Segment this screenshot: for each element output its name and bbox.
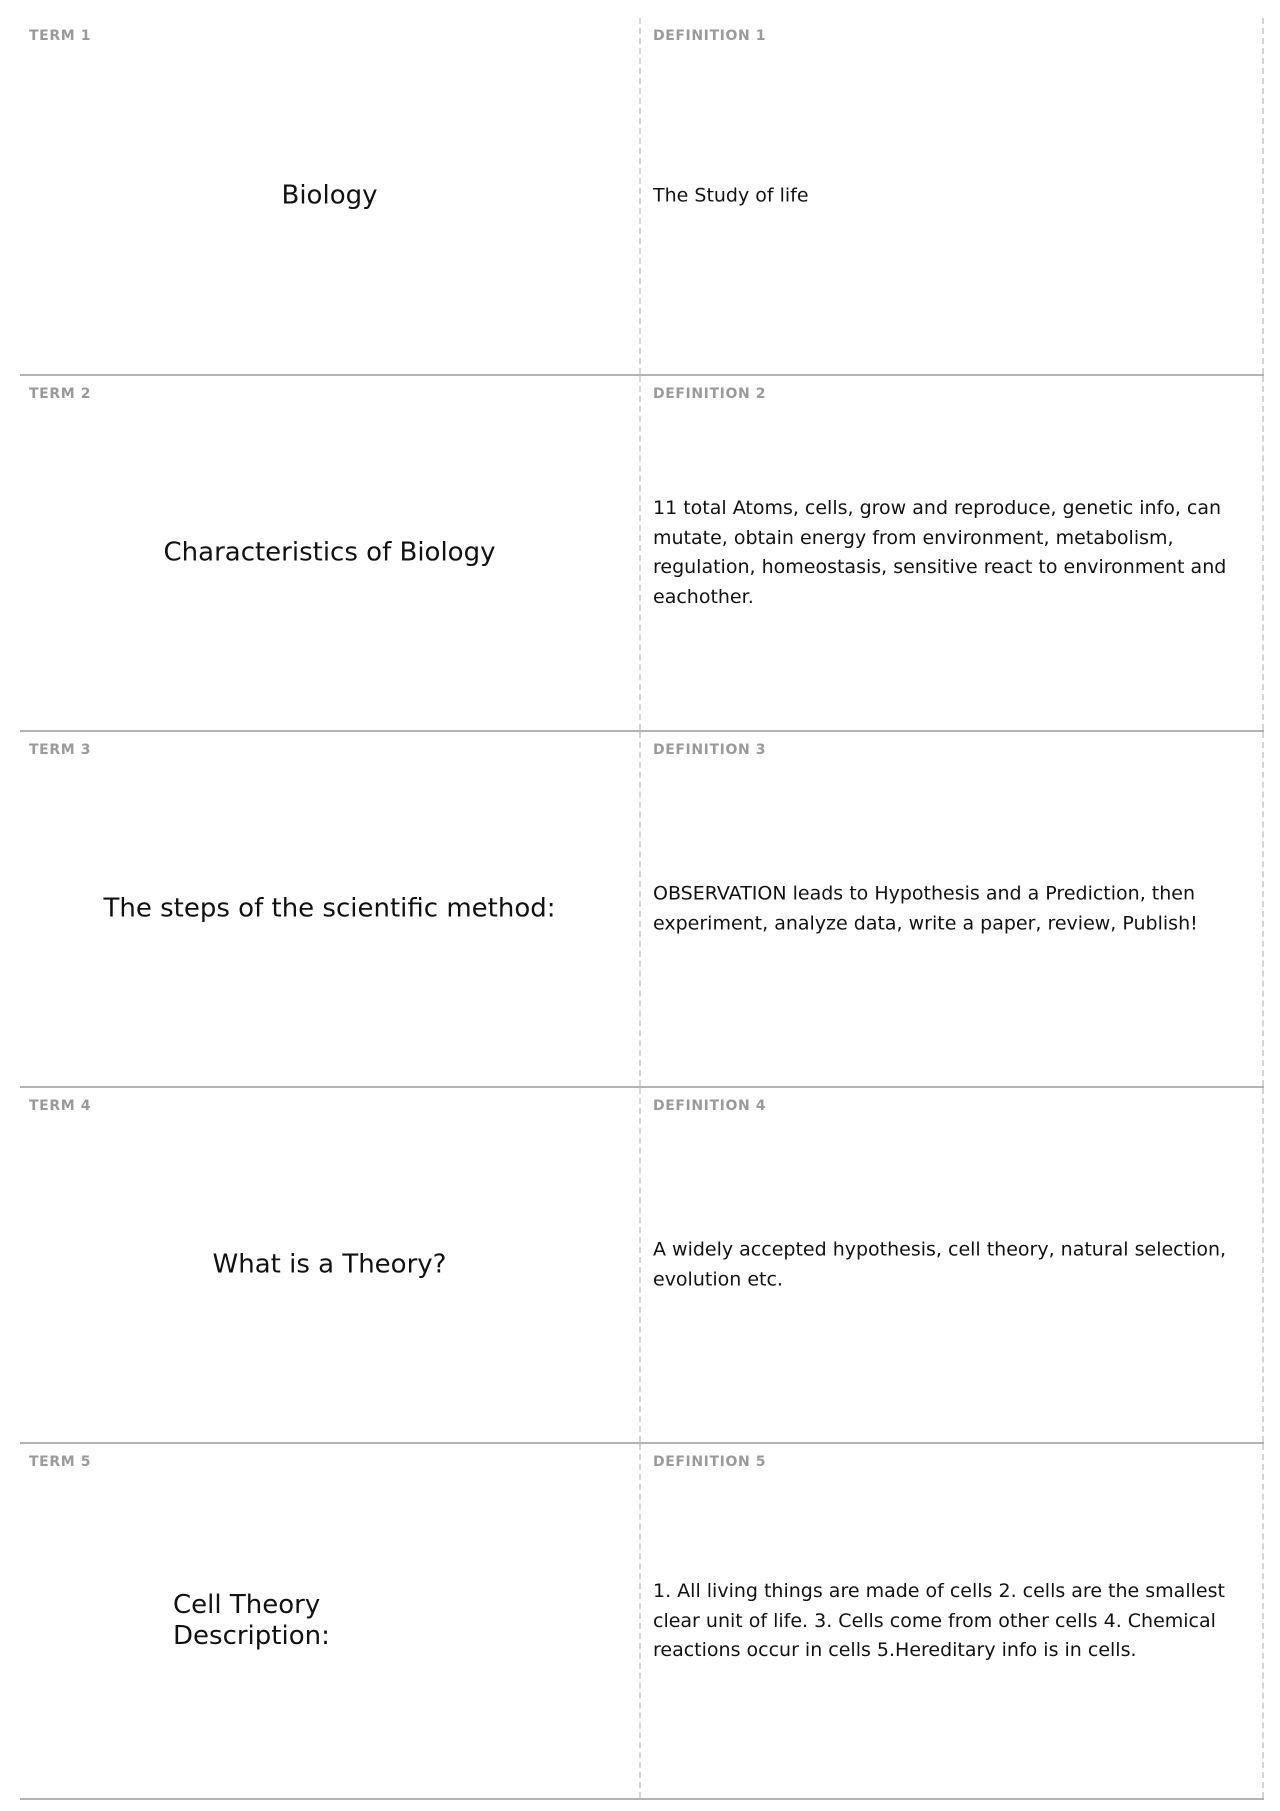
term-label: TERM 5 [29, 1454, 92, 1470]
flashcard-row [20, 732, 1264, 1088]
definition-label: DEFINITION 2 [653, 386, 767, 402]
term-cell [20, 1444, 641, 1798]
definition-label: DEFINITION 3 [653, 742, 767, 758]
flashcard-row [20, 376, 1264, 732]
term-text: The steps of the scientific method: [103, 893, 556, 924]
definition-cell [641, 18, 1264, 374]
definition-text: The Study of life [653, 184, 809, 207]
term-label: TERM 1 [29, 28, 92, 44]
definition-label: DEFINITION 5 [653, 1454, 767, 1470]
term-text: Cell Theory Description: [173, 1590, 330, 1651]
flashcard-row [20, 1444, 1264, 1800]
term-label: TERM 4 [29, 1098, 92, 1114]
term-label: TERM 2 [29, 386, 92, 402]
flashcard-row [20, 18, 1264, 376]
term-text: Characteristics of Biology [163, 537, 496, 568]
definition-label: DEFINITION 4 [653, 1098, 767, 1114]
definition-text: 11 total Atoms, cells, grow and reproduce, genetic info, can mutate, obtain energy from environment, metabolism, regulation, homeostasis, sensitive react to environment and eachother. [653, 497, 1227, 608]
term-cell [20, 18, 641, 374]
definition-cell [641, 1444, 1264, 1798]
term-label: TERM 3 [29, 742, 92, 758]
term-text: Biology [281, 180, 378, 211]
definition-text: 1. All living things are made of cells 2. cells are the smallest clear unit of life. 3. Cells come from other cells 4. Chemical reactions occur in cells 5.Hereditary info is in cells. [653, 1579, 1225, 1661]
term-text: What is a Theory? [212, 1249, 447, 1280]
term-cell [20, 732, 641, 1086]
definition-text: A widely accepted hypothesis, cell theory, natural selection, evolution etc. [653, 1238, 1227, 1290]
flashcard-sheet [20, 18, 1264, 1800]
definition-label: DEFINITION 1 [653, 28, 767, 44]
term-cell [20, 1088, 641, 1442]
flashcard-row [20, 1088, 1264, 1444]
term-cell [20, 376, 641, 730]
definition-cell [641, 376, 1264, 730]
definition-text: OBSERVATION leads to Hypothesis and a Prediction, then experiment, analyze data, write a paper, review, Publish! [653, 882, 1198, 934]
definition-cell [641, 1088, 1264, 1442]
definition-cell [641, 732, 1264, 1086]
